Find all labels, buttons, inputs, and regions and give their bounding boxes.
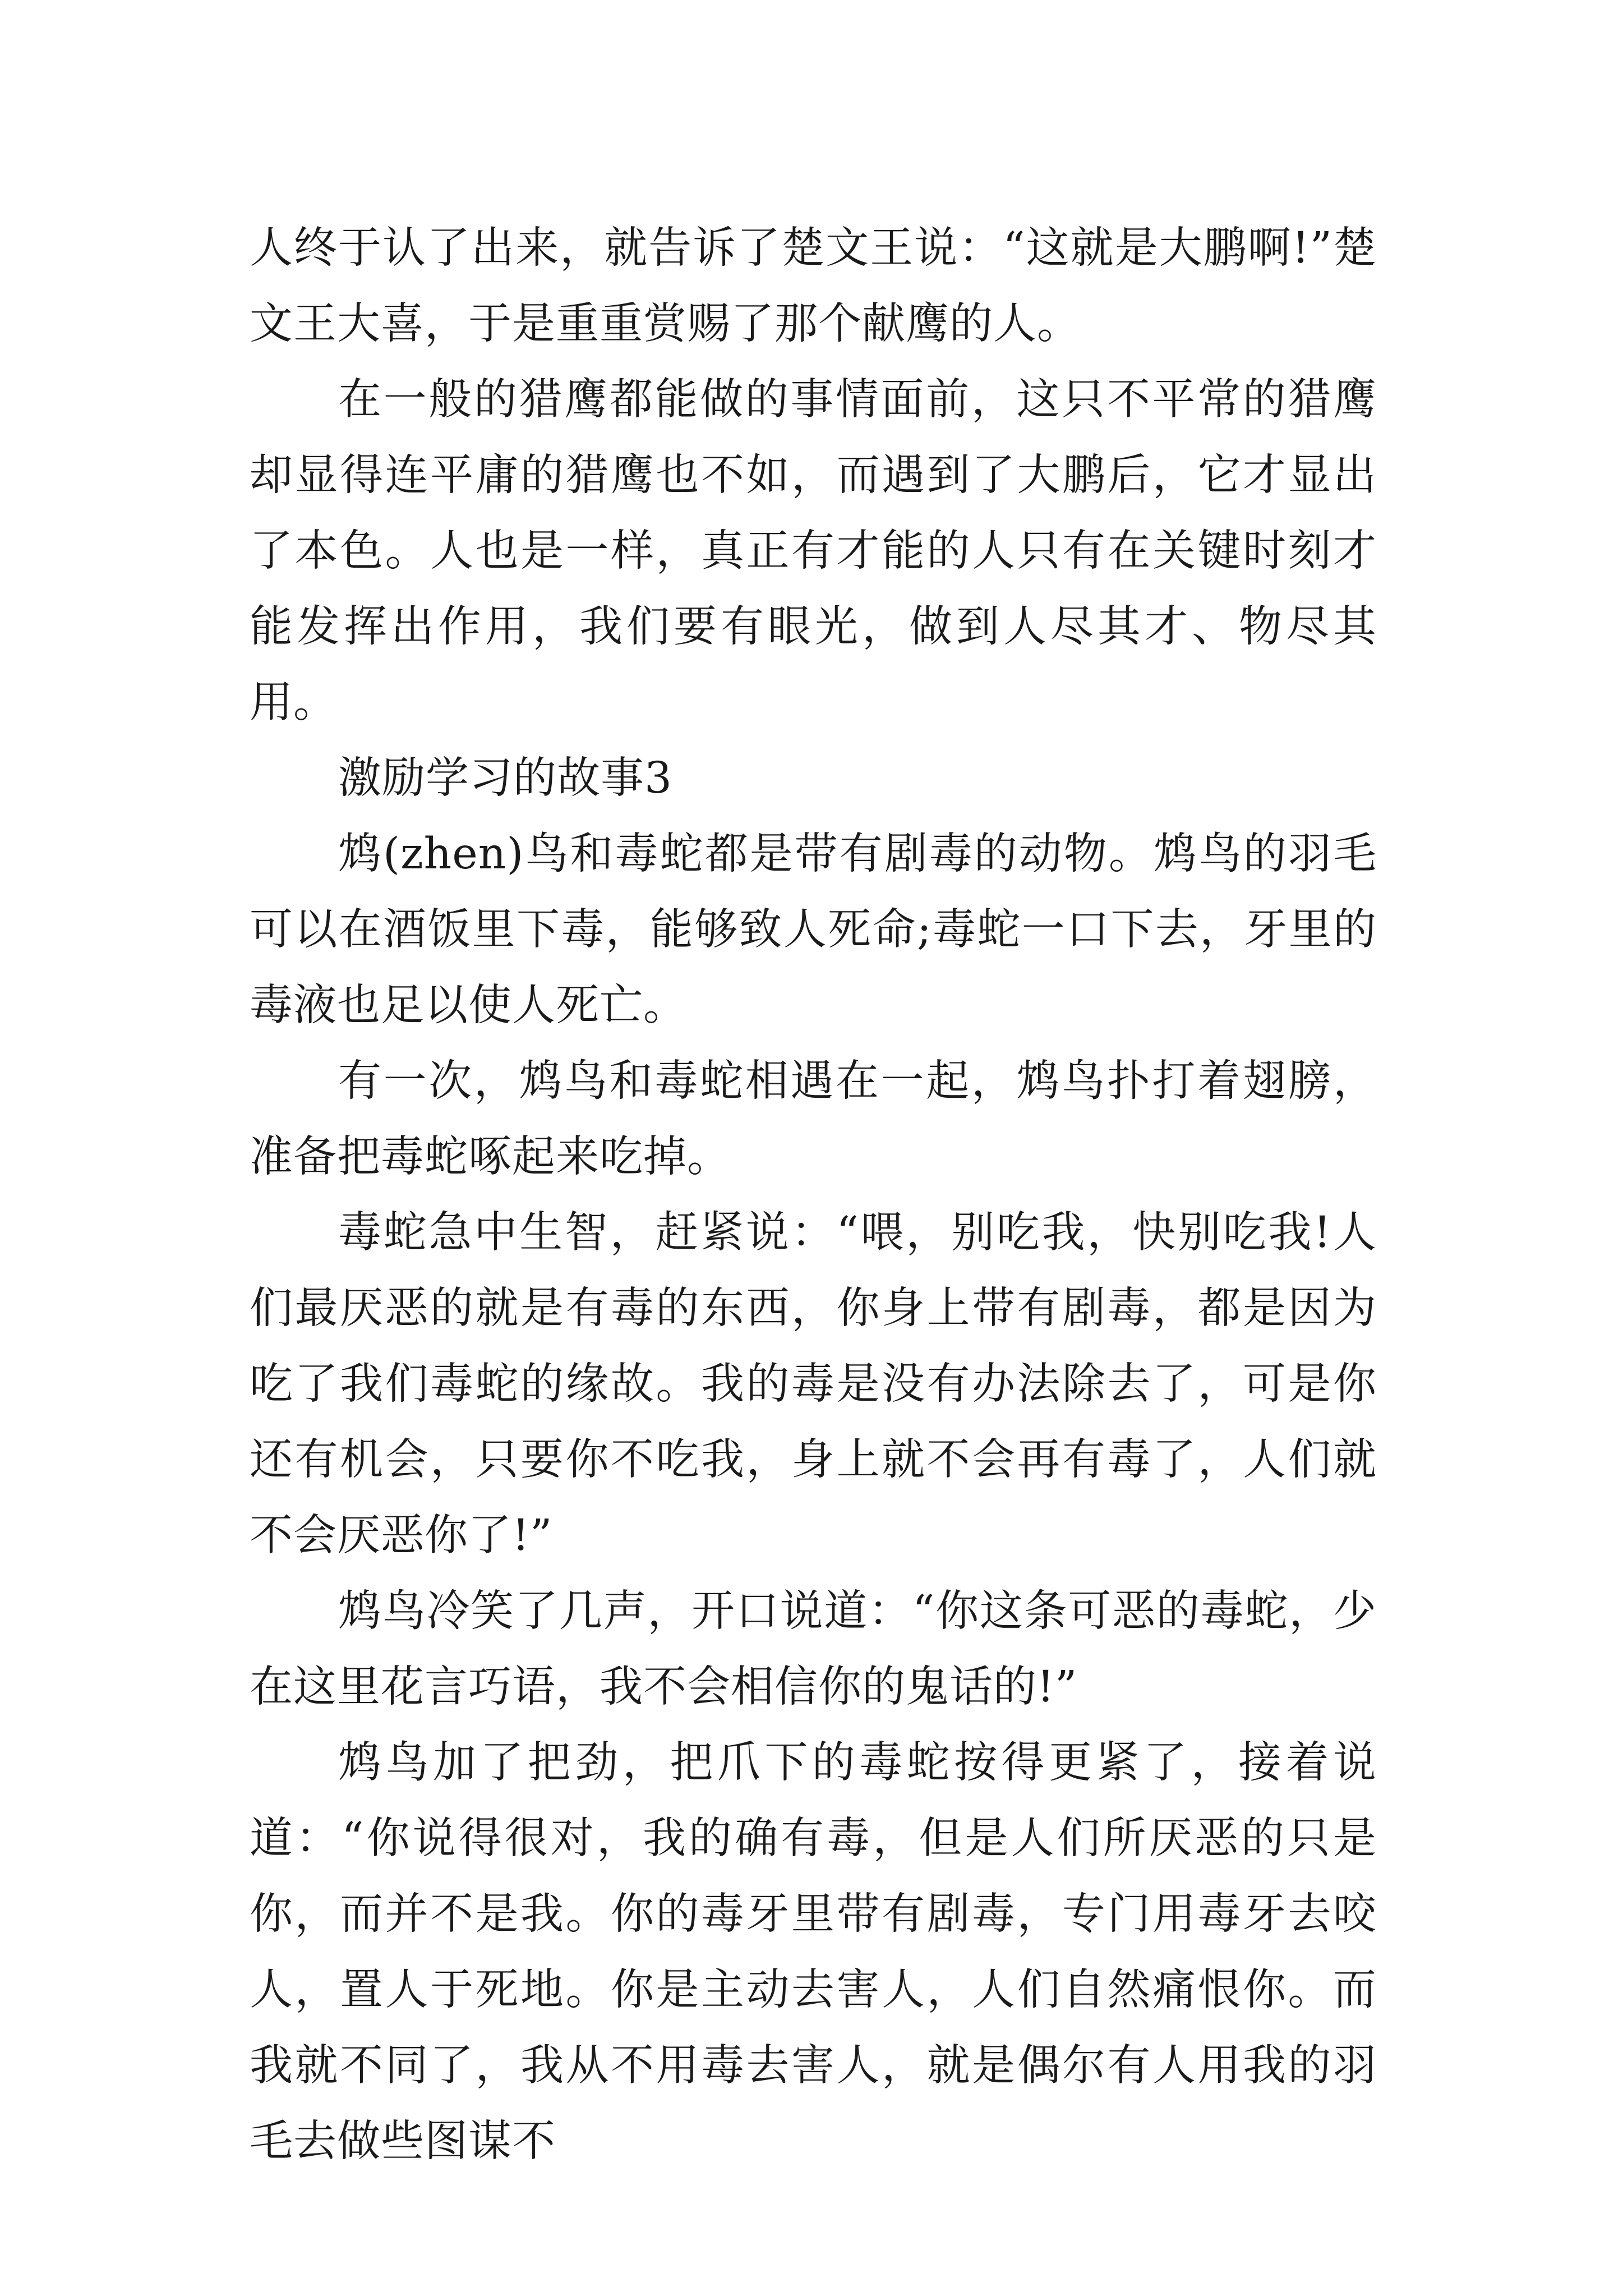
document-body: [250, 210, 1377, 2179]
paragraph-6: 鸩鸟冷笑了几声，开口说道：“你这条可恶的毒蛇，少在这里花言巧语，我不会相信你的鬼话的!”: [250, 1586, 1377, 1712]
paragraph-5: 毒蛇急中生智，赶紧说：“喂，别吃我，快别吃我!人们最厌恶的就是有毒的东西，你身上带有剧毒，都是因为吃了我们毒蛇的缘故。我的毒是没有办法除去了，可是你还有机会，只要你不吃我，身上就不会再有毒了，人们就不会厌恶你了!”: [250, 1208, 1377, 1561]
paragraph-4: 有一次，鸩鸟和毒蛇相遇在一起，鸩鸟扑打着翅膀，准备把毒蛇啄起来吃掉。: [250, 1056, 1377, 1182]
paragraph-7: 鸩鸟加了把劲，把爪下的毒蛇按得更紧了，接着说道：“你说得很对，我的确有毒，但是人们所厌恶的只是你，而并不是我。你的毒牙里带有剧毒，专门用毒牙去咬人，置人于死地。你是主动去害人，人们自然痛恨你。而我就不同了，我从不用毒去害人，就是偶尔有人用我的羽毛去做些图谋不: [250, 1738, 1377, 2166]
section-heading: 激励学习的故事3: [338, 753, 672, 803]
paragraph-3: 鸩(zhen)鸟和毒蛇都是带有剧毒的动物。鸩鸟的羽毛可以在酒饭里下毒，能够致人死命;毒蛇一口下去，牙里的毒液也足以使人死亡。: [250, 829, 1377, 1030]
paragraph-2: 在一般的猎鹰都能做的事情面前，这只不平常的猎鹰却显得连平庸的猎鹰也不如，而遇到了大鹏后，它才显出了本色。人也是一样，真正有才能的人只有在关键时刻才能发挥出作用，我们要有眼光，做到人尽其才、物尽其用。: [250, 375, 1377, 728]
paragraph-1: 人终于认了出来，就告诉了楚文王说：“这就是大鹏啊!”楚文王大喜，于是重重赏赐了那个献鹰的人。: [250, 223, 1377, 349]
